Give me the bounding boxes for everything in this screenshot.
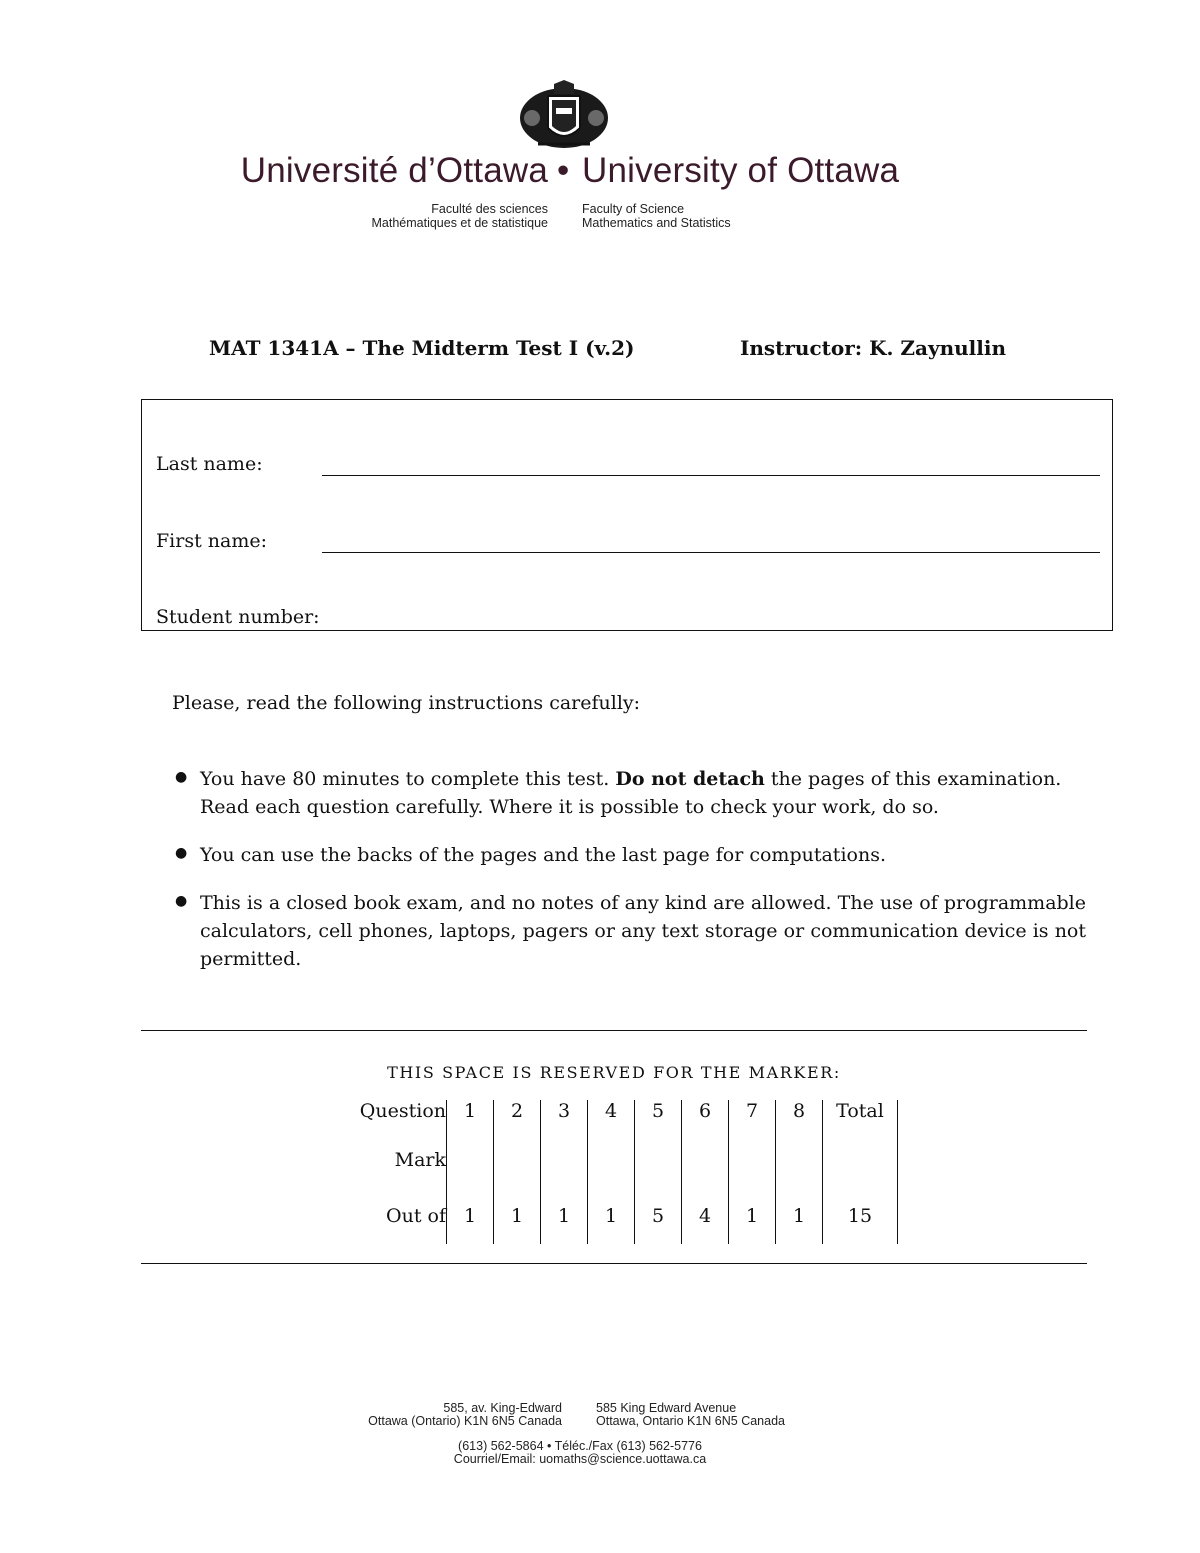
bullet-icon: ● bbox=[175, 893, 188, 909]
last-name-label: Last name: bbox=[156, 453, 263, 475]
phone-fax: (613) 562-5864 • Téléc./Fax (613) 562-5776 bbox=[458, 1439, 702, 1453]
instruction-item-3: This is a closed book exam, and no notes of any kind are allowed. The use of programmable calculators, cell phones, laptops, pagers or any text storage or communication device is not permitted. bbox=[200, 892, 1086, 970]
course-title: MAT 1341A – The Midterm Test I (v.2) bbox=[209, 336, 635, 360]
out-of-cell-4: 1 bbox=[588, 1188, 635, 1244]
address-en-line1: 585 King Edward Avenue bbox=[596, 1401, 737, 1415]
faculty-fr bbox=[372, 202, 549, 230]
mark-cell-8 bbox=[776, 1132, 823, 1188]
instruction-item-1-text-b: the pages of this examination. Read each question carefully. Where it is possible to check your work, do so. bbox=[200, 768, 1062, 818]
out-of-cell-5: 5 bbox=[635, 1188, 682, 1244]
question-header-total: Total bbox=[823, 1100, 898, 1132]
faculty-en-line2: Mathematics and Statistics bbox=[582, 216, 731, 230]
question-header-1: 1 bbox=[447, 1100, 494, 1132]
address-fr-line1: 585, av. King-Edward bbox=[443, 1401, 562, 1415]
instruction-item-1-bold: Do not detach bbox=[615, 768, 765, 790]
out-of-cell-3: 1 bbox=[541, 1188, 588, 1244]
out-of-cell-8: 1 bbox=[776, 1188, 823, 1244]
marker-bottom-rule bbox=[141, 1263, 1087, 1264]
address-fr-line2: Ottawa (Ontario) K1N 6N5 Canada bbox=[368, 1414, 562, 1428]
mark-cell-7 bbox=[729, 1132, 776, 1188]
out-of-cell-6: 4 bbox=[682, 1188, 729, 1244]
bullet-icon: ● bbox=[175, 769, 188, 785]
question-row-label: Question bbox=[359, 1100, 446, 1122]
faculty-fr-line1: Faculté des sciences bbox=[431, 202, 548, 216]
faculty-fr-line2: Mathématiques et de statistique bbox=[371, 216, 548, 230]
university-name bbox=[0, 151, 1200, 203]
bullet-icon: ● bbox=[175, 845, 188, 861]
question-header-3: 3 bbox=[541, 1100, 588, 1132]
out-of-cell-7: 1 bbox=[729, 1188, 776, 1244]
mark-cell-5 bbox=[635, 1132, 682, 1188]
out-of-cell-1: 1 bbox=[447, 1188, 494, 1244]
mark-cell-3 bbox=[541, 1132, 588, 1188]
first-name-field[interactable] bbox=[322, 552, 1100, 553]
university-name-en: University of Ottawa bbox=[582, 151, 900, 190]
question-header-2: 2 bbox=[494, 1100, 541, 1132]
mark-cell-1 bbox=[447, 1132, 494, 1188]
instruction-item-1-text-a: You have 80 minutes to complete this test. bbox=[200, 768, 616, 790]
question-header-8: 8 bbox=[776, 1100, 823, 1132]
marker-heading: THIS SPACE IS RESERVED FOR THE MARKER: bbox=[387, 1063, 841, 1082]
question-header-5: 5 bbox=[635, 1100, 682, 1132]
faculty-en-line1: Faculty of Science bbox=[582, 202, 685, 216]
address-fr bbox=[368, 1402, 562, 1428]
university-name-fr: Université d’Ottawa bbox=[240, 151, 548, 190]
faculty-en bbox=[582, 202, 731, 230]
mark-cell-2 bbox=[494, 1132, 541, 1188]
marker-top-rule bbox=[141, 1030, 1087, 1031]
out-of-row bbox=[338, 1188, 898, 1244]
first-name-label: First name: bbox=[156, 530, 267, 552]
student-info-box bbox=[141, 399, 1113, 631]
university-crest-icon bbox=[518, 78, 610, 154]
address-en-line2: Ottawa, Ontario K1N 6N5 Canada bbox=[596, 1414, 785, 1428]
question-header-7: 7 bbox=[729, 1100, 776, 1132]
instructions-intro: Please, read the following instructions carefully: bbox=[172, 692, 641, 714]
question-row bbox=[338, 1100, 898, 1132]
mark-cell-6 bbox=[682, 1132, 729, 1188]
contact-info bbox=[0, 1440, 1160, 1466]
email-address[interactable]: Courriel/Email: uomaths@science.uottawa.ca bbox=[453, 1452, 707, 1466]
instructor-name: Instructor: K. Zaynullin bbox=[740, 336, 1007, 360]
last-name-field[interactable] bbox=[322, 475, 1100, 476]
instruction-item-1 bbox=[200, 765, 1086, 821]
instruction-item-2: You can use the backs of the pages and the last page for computations. bbox=[200, 844, 886, 866]
mark-row-label: Mark bbox=[394, 1149, 446, 1171]
marks-table bbox=[338, 1100, 898, 1244]
mark-row bbox=[338, 1132, 898, 1188]
mark-cell-4 bbox=[588, 1132, 635, 1188]
out-of-cell-total: 15 bbox=[823, 1188, 898, 1244]
question-header-6: 6 bbox=[682, 1100, 729, 1132]
out-of-cell-2: 1 bbox=[494, 1188, 541, 1244]
address-en bbox=[596, 1402, 785, 1428]
out-of-row-label: Out of bbox=[386, 1205, 446, 1227]
student-number-label: Student number: bbox=[156, 606, 320, 628]
mark-cell-total bbox=[823, 1132, 898, 1188]
name-separator: • bbox=[557, 151, 570, 190]
question-header-4: 4 bbox=[588, 1100, 635, 1132]
